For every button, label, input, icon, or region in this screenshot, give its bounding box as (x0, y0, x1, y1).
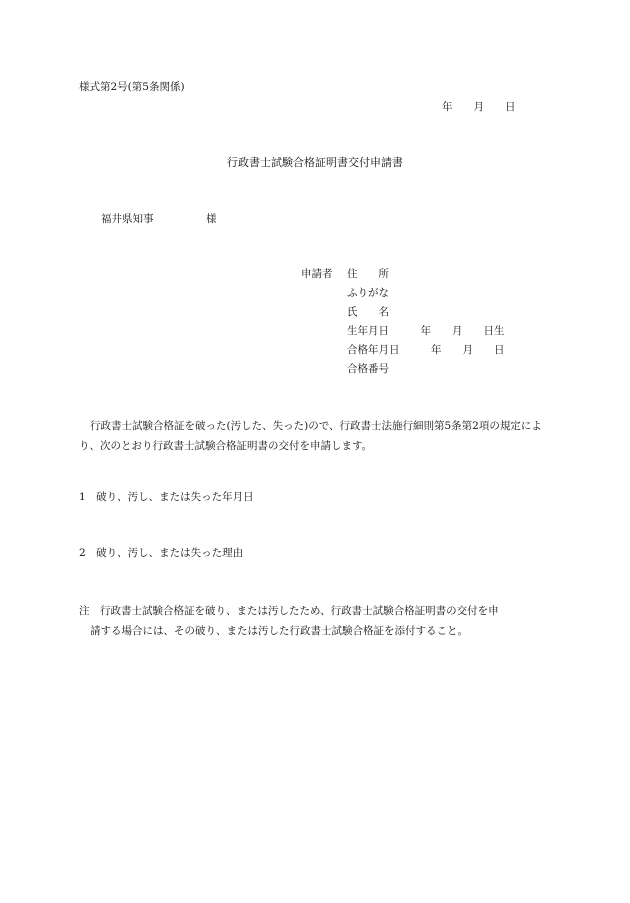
document-title: 行政書士試験合格証明書交付申請書 (227, 156, 403, 169)
applicant-label: 申請者 (301, 268, 333, 280)
note (79, 601, 559, 641)
note-line-2: 請する場合には、その破り、または汚した行政書士試験合格証を添付すること。 (90, 625, 468, 637)
item-1: 1 破り、汚し、または失った年月日 (79, 491, 254, 503)
item-2: 2 破り、汚し、または失った理由 (79, 547, 244, 559)
field-pass-date: 合格年月日 年 月 日 (347, 344, 505, 356)
applicant-fields (347, 268, 505, 382)
addressee: 福井県知事 様 (101, 213, 217, 225)
form-number: 様式第2号(第5条関係) (79, 81, 185, 93)
note-line-1: 注 行政書士試験合格証を破り、または汚したため、行政書士試験合格証明書の交付を申 (79, 605, 499, 617)
body-paragraph (79, 416, 559, 456)
body-text: 行政書士試験合格証を破った(汚した、失った)ので、行政書士法施行細則第5条第2項の規定により、次のとおり行政書士試験合格証明書の交付を申請します。 (79, 420, 542, 452)
field-pass-number: 合格番号 (347, 363, 389, 375)
field-birthdate: 生年月日 年 月 日生 (347, 325, 505, 337)
field-furigana: ふりがな (347, 287, 389, 299)
date-line: 年 月 日 (442, 101, 516, 113)
field-address: 住 所 (347, 268, 389, 280)
field-name: 氏 名 (347, 306, 389, 318)
